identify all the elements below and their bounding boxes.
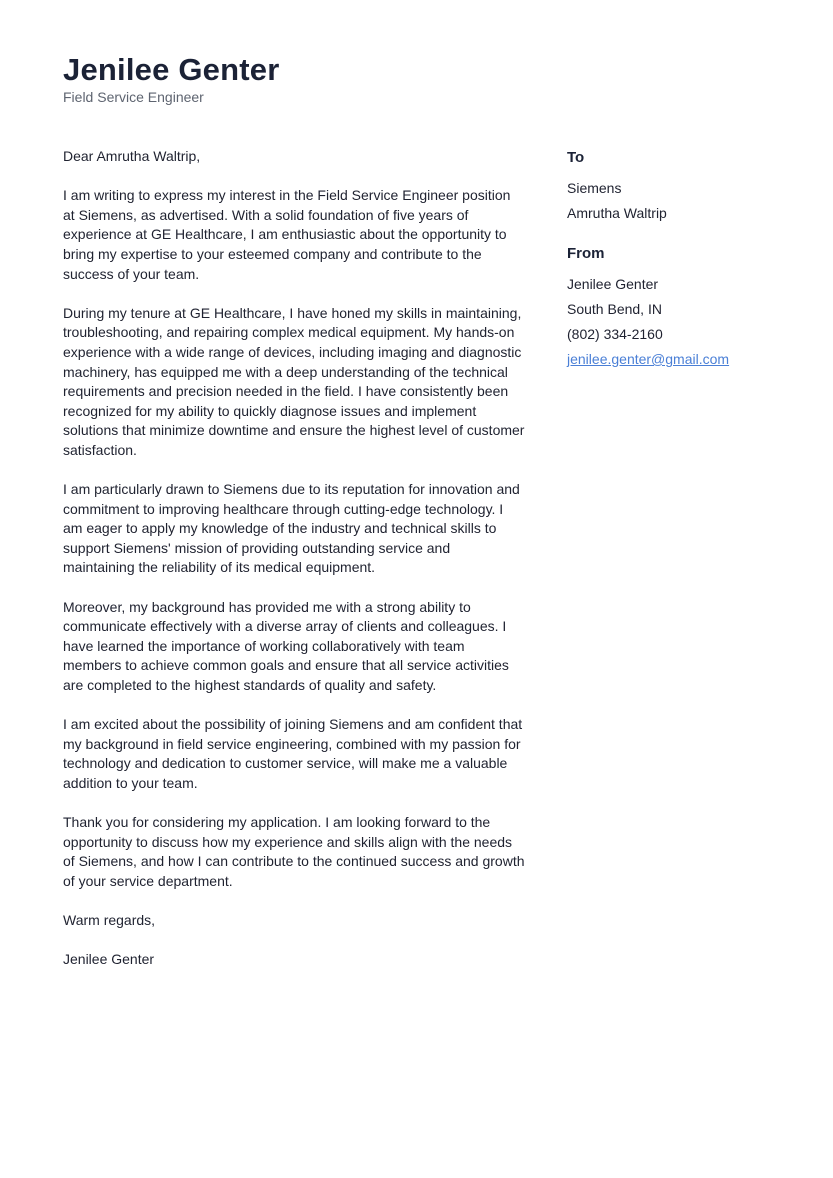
to-section (567, 148, 787, 226)
recipient-name: Amrutha Waltrip (567, 205, 667, 221)
from-section (567, 244, 787, 372)
recipient-company: Siemens (567, 180, 622, 196)
letter-body (63, 147, 525, 990)
paragraph-intro: I am writing to express my interest in the Field Service Engineer position at Siemens, as advertised. With a solid foundation of five years of experience at GE Healthcare, I am enthusiastic about the opportunity to bring my expertise to your esteemed company and contribute to the success of your team. (63, 187, 511, 282)
paragraph-communication: Moreover, my background has provided me with a strong ability to communicate effectively with a diverse array of clients and colleagues. I have learned the importance of working collaboratively with team members to achieve common goals and ensure that all service activities are completed to the highest standards of quality and safety. (63, 598, 509, 694)
from-heading: From (567, 245, 605, 262)
salutation: Dear Amrutha Waltrip, (63, 148, 201, 164)
paragraph-thanks: Thank you for considering my application. I am looking forward to the opportunity to discuss how my experience and skills align with the needs of Siemens, and how I can contribute to the continued success and growth of your service department. (63, 814, 525, 889)
sender-name: Jenilee Genter (567, 276, 659, 292)
closing: Warm regards, (63, 912, 156, 929)
to-heading: To (567, 149, 585, 166)
signature: Jenilee Genter (63, 951, 155, 968)
letter-header (63, 52, 279, 106)
sender-phone: (802) 334-2160 (567, 326, 663, 342)
sender-email-link[interactable]: jenilee.genter@gmail.com (567, 351, 730, 367)
applicant-job-title: Field Service Engineer (63, 89, 204, 105)
paragraph-motivation: I am particularly drawn to Siemens due to its reputation for innovation and commitment to improving healthcare through cutting-edge technology. I am eager to apply my knowledge of the industry and technical skills to support Siemens' mission of providing outstanding service and maintaining the reliability of its medical equipment. (63, 481, 520, 576)
sender-location: South Bend, IN (567, 301, 662, 317)
applicant-name: Jenilee Genter (63, 52, 280, 87)
paragraph-excitement: I am excited about the possibility of joining Siemens and am confident that my background in field service engineering, combined with my passion for technology and dedication to customer service, will make me a valuable addition to your team. (63, 716, 523, 791)
contact-sidebar (567, 148, 787, 372)
sender-email-line (567, 347, 787, 372)
paragraph-experience: During my tenure at GE Healthcare, I have honed my skills in maintaining, troubleshooting, and repairing complex medical equipment. My hands-on experience with a wide range of devices, including imaging and diagnostic machinery, has equipped me with a deep understanding of the technical requirements and precision needed in the field. I have consistently been recognized for my ability to quickly diagnose issues and implement solutions that minimize downtime and ensure the highest level of customer satisfaction. (63, 304, 525, 458)
